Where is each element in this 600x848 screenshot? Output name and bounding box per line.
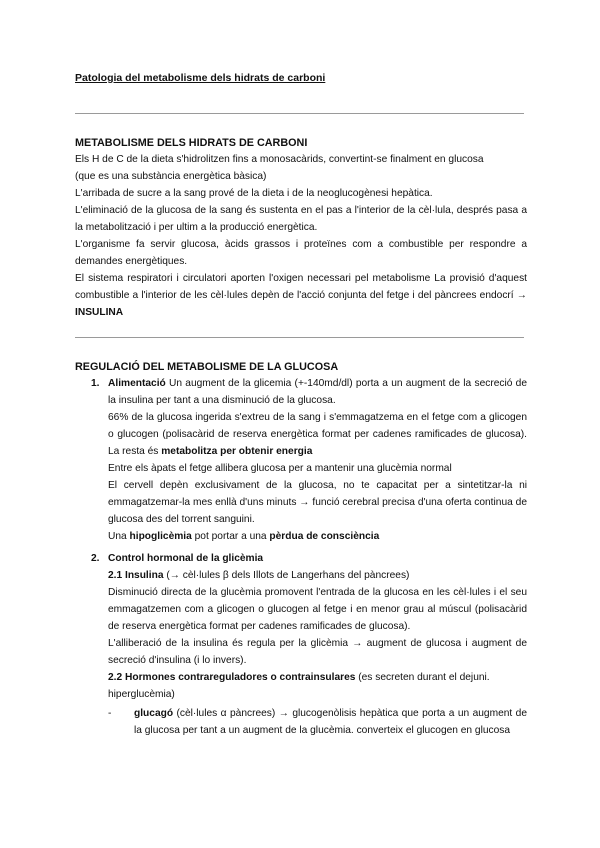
paragraph xyxy=(108,375,527,409)
insulina-emphasis: INSULINA xyxy=(75,307,124,318)
paragraph xyxy=(108,567,527,584)
paragraph-text: (→ cèl·lules β dels Illots de Langerhans del pàncrees) xyxy=(163,570,410,581)
section-heading-metabolisme: METABOLISME DELS HIDRATS DE CARBONI xyxy=(75,137,308,149)
paragraph: L'arribada de sucre a la sang prové de la dieta i de la neoglucogènesi hepàtica. xyxy=(75,188,433,199)
paragraph xyxy=(108,409,527,460)
dash-list-item xyxy=(108,705,527,739)
paragraph xyxy=(134,705,527,739)
paragraph-text: (cèl·lules α pàncrees) → glucogenòlisis hepàtica que porta a un augment de la glucosa per tant a un augment de la glucèmia. converteix el glucogen en glucosa xyxy=(134,708,527,736)
list-number: 2. xyxy=(91,553,100,564)
paragraph xyxy=(108,669,527,703)
emphasis: hipoglicèmia xyxy=(129,531,192,542)
horizontal-rule xyxy=(75,113,524,114)
paragraph: L'organisme fa servir glucosa, àcids grassos i proteïnes com a combustible per respondre a demandes energètiques. xyxy=(75,239,527,267)
paragraph: L'alliberació de la insulina és regula per la glicèmia → augment de glucosa i augment de secreció d'insulina (i lo invers). xyxy=(108,638,527,666)
paragraph: Entre els àpats el fetge allibera glucosa per a mantenir una glucèmia normal xyxy=(108,463,452,474)
dash-bullet: - xyxy=(108,708,112,719)
paragraph xyxy=(108,550,527,567)
paragraph xyxy=(75,270,527,321)
document-title: Patologia del metabolisme dels hidrats de carboni xyxy=(75,72,326,84)
emphasis: pèrdua de consciència xyxy=(269,531,380,542)
list-number: 1. xyxy=(91,378,100,389)
paragraph: L'eliminació de la glucosa de la sang és sustenta en el pas a l'interior de la cèl·lula, després pasa a la metabolització i per ultim a la producció energètica. xyxy=(75,205,527,233)
section-metabolisme-body xyxy=(75,151,527,321)
paragraph-text: pot portar a una xyxy=(191,531,270,542)
paragraph: El cervell depèn exclusivament de la glucosa, no te capacitat per a sintetitzar-la ni emmagatzemar-la mes enllà d'uns minuts → funció cerebral precisa d'una oferta continua de glucosa des del torrent sanguini. xyxy=(108,480,527,525)
emphasis: metabolitza per obtenir energia xyxy=(161,446,313,457)
paragraph-text: Una xyxy=(108,531,130,542)
paragraph: Disminució directa de la glucèmia promovent l'entrada de la glucosa en les cèl·lules i el seu emmagatzemen com a glicogen o glucogen al fetge i en menor grau al múscul (polisacàrid de reserva energètica format per cadenes ramificades de glucosa). xyxy=(108,587,527,632)
paragraph-text: Un augment de la glicemia (+-140md/dl) porta a un augment de la secreció de la insulina per tant a una disminució de la glucosa. xyxy=(108,378,527,406)
paragraph xyxy=(108,528,527,545)
horizontal-rule xyxy=(75,337,524,338)
item-label: Control hormonal de la glicèmia xyxy=(108,553,264,564)
paragraph-text: El sistema respiratori i circulatori aporten l'oxigen necessari pel metabolisme La provisió d'aquest combustible a l'interior de les cèl·lules depèn de l'acció conjunta del fetge i del pàncrees endocrí → xyxy=(75,273,527,301)
item-label: Alimentació xyxy=(108,378,166,389)
subheading-hormones: 2.2 Hormones contrareguladores o contrainsulares xyxy=(108,672,356,683)
paragraph: (que es una substància energètica bàsica) xyxy=(75,171,267,182)
paragraph-text: (es secreten durant el dejuni. hiperglucèmia) xyxy=(108,672,490,700)
subheading-insulina: 2.1 Insulina xyxy=(108,570,164,581)
item-label: glucagó xyxy=(134,708,174,719)
list-item-control-hormonal xyxy=(91,550,527,739)
paragraph-text: 66% de la glucosa ingerida s'extreu de la sang i s'emmagatzema en el fetge com a glicogen o glucogen (polisacàrid de reserva energètica format per cadenes ramificades de glucosa). La resta és xyxy=(108,412,527,457)
paragraph: Els H de C de la dieta s'hidrolitzen fins a monosacàrids, convertint-se finalment en glucosa xyxy=(75,154,484,165)
section-heading-regulacio: REGULACIÓ DEL METABOLISME DE LA GLUCOSA xyxy=(75,361,339,373)
list-item-alimentacio xyxy=(91,375,527,545)
